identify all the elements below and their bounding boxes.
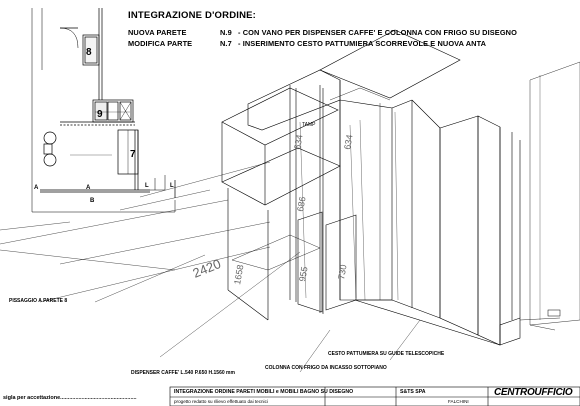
designer-name: FALCHINI [448, 399, 469, 404]
section-mark-l-right: L [170, 183, 174, 189]
dimension-634-right: 634 [342, 133, 355, 151]
isometric-view [222, 30, 580, 345]
dimension-730: 730 [336, 263, 349, 281]
section-mark-a-right: A [86, 185, 91, 191]
page-title: INTEGRAZIONE D'ORDINE: [128, 10, 257, 21]
wall-number-9: 9 [97, 109, 103, 120]
wall-number-7: 7 [130, 149, 136, 160]
dimension-2420: 2420 [190, 256, 223, 281]
row-label-2: MODIFICA PARTE [128, 39, 193, 48]
colonna-callout: COLONNA CON FRIGO DA INCASSO SOTTOPIANO [265, 365, 387, 371]
signature-line: sigla per accettazione.................................................. [3, 395, 137, 401]
client-name: S&TS SPA [400, 389, 426, 395]
row-label-1: NUOVA PARETE [128, 28, 187, 37]
pissaggio-callout: PISSAGGIO A PARETE 8 [9, 298, 68, 304]
section-mark-b: B [90, 198, 95, 204]
dimension-634-left: 634 [292, 133, 305, 151]
dimension-955: 955 [297, 265, 310, 283]
tamp-tag: TAMP [302, 122, 316, 128]
wall-number-8: 8 [86, 47, 92, 58]
dimension-1658: 1658 [232, 263, 246, 286]
dimension-labels [191, 122, 355, 285]
company-logo: CENTROUFFICIO [494, 387, 573, 398]
section-mark-a-left: A [34, 185, 39, 191]
subject-line: INTEGRAZIONE ORDINE PARETI MOBILI e MOBILI BAGNO SU DISEGNO [174, 389, 354, 395]
dimension-686: 686 [295, 195, 308, 213]
project-note: progetto redatto su rilievo effettuato dai tecnici [174, 399, 268, 404]
row-description-1: - CON VANO PER DISPENSER CAFFE' E COLONNA CON FRIGO SU DISEGNO [238, 28, 517, 37]
section-mark-l-left: L [145, 183, 149, 189]
dispenser-callout: DISPENSER CAFFE' L.540 P.650 H.1560 mm [131, 370, 235, 376]
cesto-callout: CESTO PATTUMIERA SU GUIDE TELESCOPICHE [328, 351, 445, 357]
plan-wall-numbers [86, 47, 136, 160]
row-description-2: - INSERIMENTO CESTO PATTUMIERA SCORREVOLE E NUOVA ANTA [238, 39, 487, 48]
row-number-2: N.7 [220, 39, 232, 48]
row-number-1: N.9 [220, 28, 232, 37]
